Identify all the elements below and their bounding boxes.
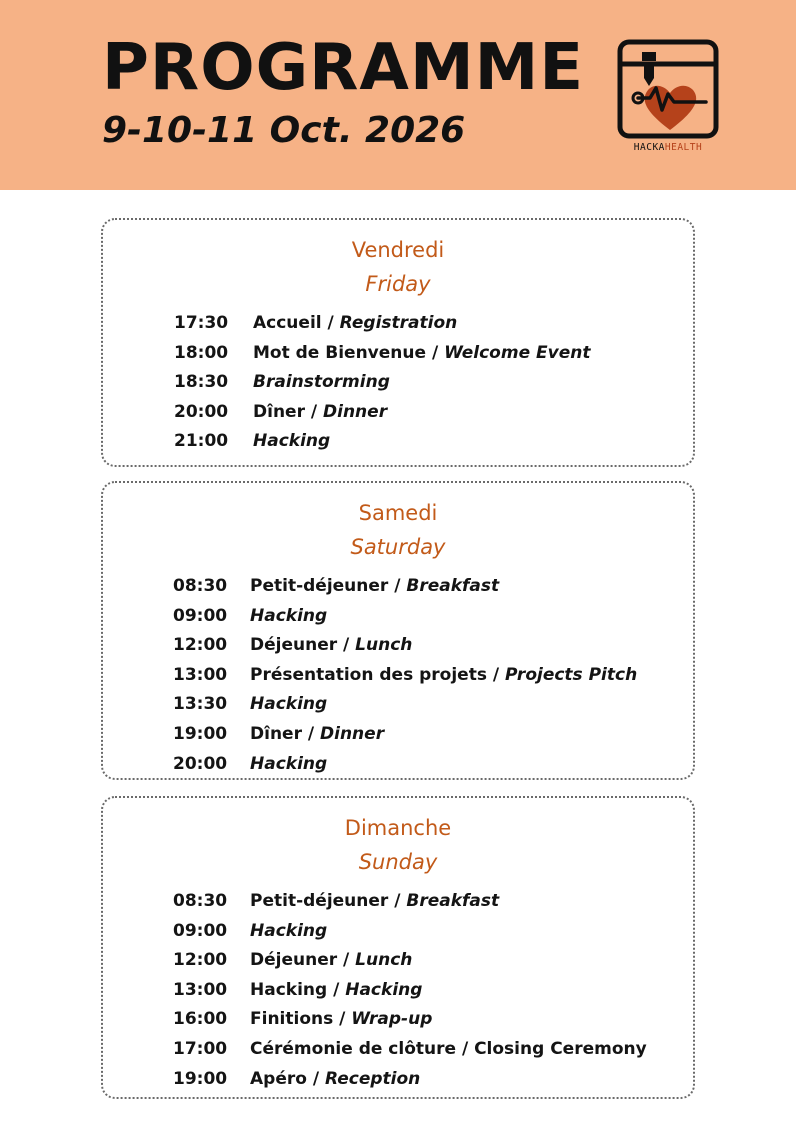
schedule-item: [103, 1068, 693, 1098]
header-banner: [0, 0, 796, 190]
schedule-item: [103, 1008, 693, 1038]
day-name-fr: Samedi: [358, 501, 438, 525]
schedule-item: [103, 575, 693, 605]
event-time: 18:00: [174, 342, 229, 363]
event-dates: 9-10-11 Oct. 2026: [102, 110, 466, 151]
event-label: Hacking: [250, 605, 328, 626]
event-label: Cérémonie de clôture / Closing Ceremony: [250, 1038, 647, 1059]
day-name-fr: Dimanche: [344, 816, 452, 840]
schedule-item: [103, 342, 693, 372]
schedule-item: [103, 312, 693, 342]
event-label: Déjeuner / Lunch: [250, 635, 413, 656]
event-time: 12:00: [173, 950, 228, 971]
event-label: Hacking: [250, 920, 328, 941]
event-time: 16:00: [173, 1009, 228, 1030]
schedule-item: [103, 401, 693, 431]
schedule-item: [103, 430, 693, 460]
event-time: 18:30: [174, 372, 229, 393]
event-time: 12:00: [173, 635, 228, 656]
schedule-item: [103, 949, 693, 979]
day-card-sunday: [101, 796, 695, 1099]
event-time: 13:30: [173, 694, 228, 715]
schedule-item: [103, 723, 693, 753]
day-name-en: Saturday: [350, 535, 446, 559]
event-label: Petit-déjeuner / Breakfast: [250, 891, 500, 911]
event-label: Déjeuner / Lunch: [250, 950, 413, 971]
day-card-friday: [101, 218, 695, 467]
schedule-item: [103, 1038, 693, 1068]
logo-wordmark: HACKAHEALTH: [633, 142, 703, 153]
event-time: 17:00: [173, 1038, 228, 1059]
schedule-item: [103, 979, 693, 1009]
event-time: 19:00: [173, 723, 228, 744]
event-time: 08:30: [173, 576, 228, 596]
event-label: Mot de Bienvenue / Welcome Event: [253, 342, 591, 363]
schedule-item: [103, 664, 693, 694]
event-label: Petit-déjeuner / Breakfast: [250, 576, 500, 596]
day-name-en: Friday: [365, 272, 431, 296]
event-time: 13:00: [173, 664, 228, 685]
event-time: 20:00: [173, 753, 228, 774]
event-time: 13:00: [173, 979, 228, 1000]
event-time: 17:30: [174, 313, 229, 333]
event-label: Finitions / Wrap-up: [250, 1009, 433, 1030]
event-label: Apéro / Reception: [250, 1068, 421, 1089]
day-card-saturday: [101, 481, 695, 780]
event-label: Hacking / Hacking: [250, 979, 423, 1000]
event-time: 09:00: [173, 605, 228, 626]
schedule-item: [103, 693, 693, 723]
event-label: Hacking: [250, 753, 328, 774]
schedule-item: [103, 753, 693, 783]
event-label: Hacking: [250, 694, 328, 715]
schedule-item: [103, 605, 693, 635]
hackahealth-logo: [616, 38, 720, 160]
schedule-item: [103, 890, 693, 920]
event-time: 19:00: [173, 1068, 228, 1089]
event-label: Brainstorming: [253, 372, 390, 393]
schedule-list: [103, 312, 693, 460]
event-label: Dîner / Dinner: [250, 723, 385, 744]
schedule-list: [103, 575, 693, 782]
event-time: 21:00: [174, 431, 229, 452]
event-label: Présentation des projets / Projects Pitch: [250, 664, 638, 685]
day-name-fr: Vendredi: [351, 238, 445, 262]
schedule-item: [103, 920, 693, 950]
event-label: Hacking: [253, 431, 331, 452]
schedule-list: [103, 890, 693, 1097]
hackahealth-logo-icon: [616, 38, 720, 142]
day-name-en: Sunday: [358, 850, 438, 874]
event-label: Accueil / Registration: [253, 313, 458, 333]
event-time: 20:00: [174, 401, 229, 422]
event-label: Dîner / Dinner: [253, 401, 388, 422]
page-title: PROGRAMME: [102, 31, 585, 105]
schedule-item: [103, 634, 693, 664]
schedule-item: [103, 371, 693, 401]
event-time: 08:30: [173, 891, 228, 911]
event-time: 09:00: [173, 920, 228, 941]
